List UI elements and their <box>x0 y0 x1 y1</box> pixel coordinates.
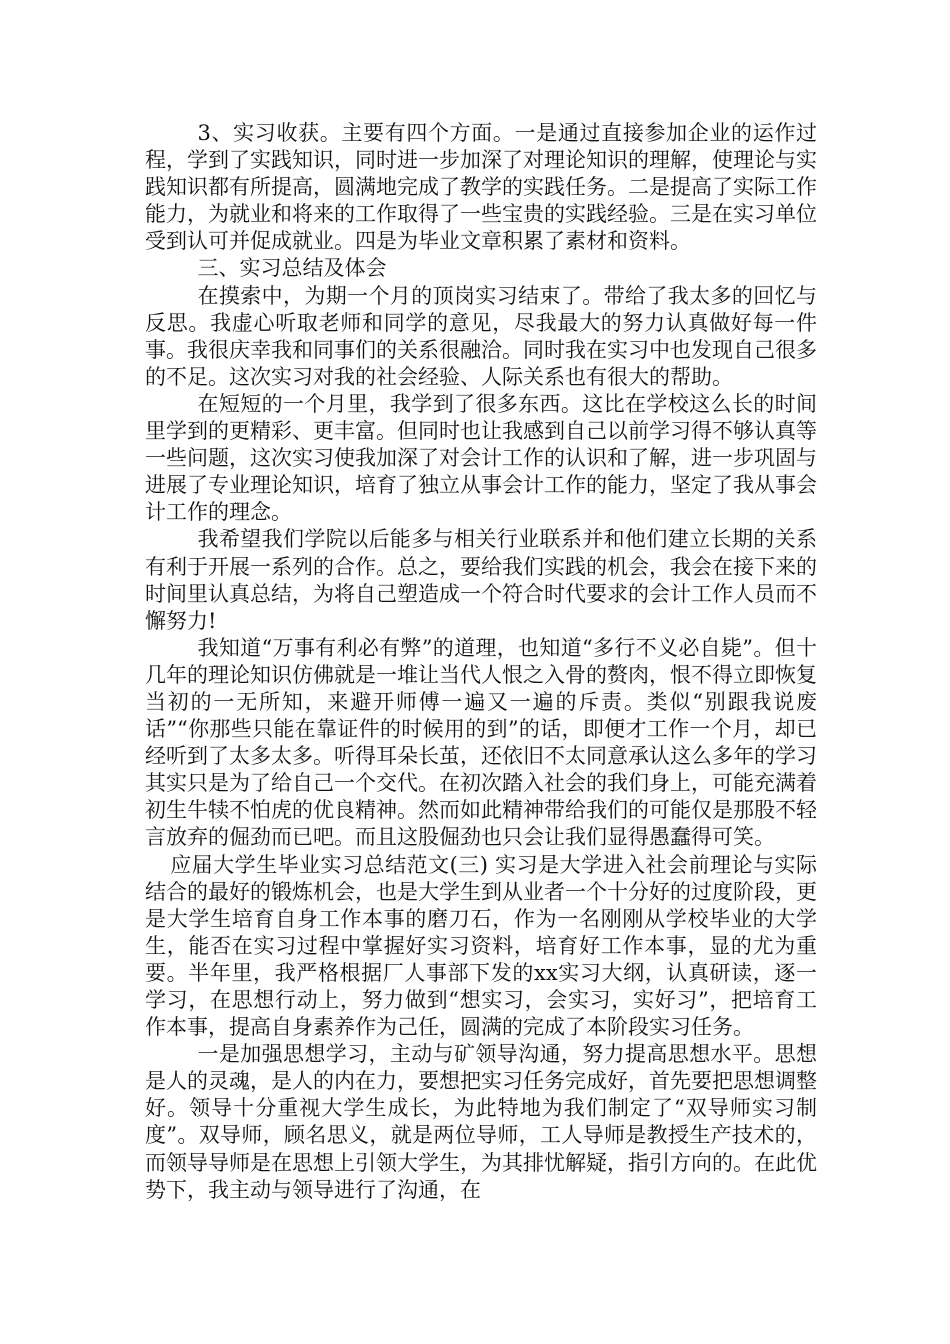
paragraph-hope: 我希望我们学院以后能多与相关行业联系并和他们建立长期的关系有利于开展一系列的合作。总之，要给我们实践的机会，我会在接下来的时间里认真总结，为将自己塑造成一个符合时代要求的会计工作人员而不懈努力! <box>145 527 817 633</box>
paragraph-sample-three: 应届大学生毕业实习总结范文(三) 实习是大学进入社会前理论与实际结合的最好的锻炼机会，也是大学生到从业者一个十分好的过度阶段，更是大学生培育自身工作本事的磨刀石，作为一名刚刚从学校毕业的大学生，能否在实习过程中掌握好实习资料，培育好工作本事，显的尤为重要。半年里，我严格根据厂人事部下发的xx实习大纲，认真研读，逐一学习，在思想行动上，努力做到“想实习，会实习，实好习”，把培育工作本事，提高自身素养作为己任，圆满的完成了本阶段实习任务。 <box>145 852 817 1040</box>
paragraph-learning: 在短短的一个月里，我学到了很多东西。这比在学校这么长的时间里学到的更精彩、更丰富。但同时也让我感到自己以前学习得不够认真等一些问题，这次实习使我加深了对会计工作的认识和了解，进一步巩固与进展了专业理论知识，培育了独立从事会计工作的能力，坚定了我从事会计工作的理念。 <box>145 391 817 525</box>
paragraph-harvest: 3、实习收获。主要有四个方面。一是通过直接参加企业的运作过程，学到了实践知识，同时进一步加深了对理论知识的理解，使理论与实践知识都有所提高，圆满地完成了教学的实践任务。二是提高了实际工作能力，为就业和将来的工作取得了一些宝贵的实践经验。三是在实习单位受到认可并促成就业。四是为毕业文章积累了素材和资料。 <box>145 121 817 254</box>
paragraph-reflection: 在摸索中，为期一个月的顶岗实习结束了。带给了我太多的回忆与反思。我虚心听取老师和同学的意见，尽我最大的努力认真做好每一件事。我很庆幸我和同事们的关系很融洽。同时我在实习中也发现自己很多的不足。这次实习对我的社会经验、人际关系也有很大的帮助。 <box>145 283 817 389</box>
paragraph-knowledge: 我知道“万事有利必有弊”的道理，也知道“多行不义必自毙”。但十几年的理论知识仿佛就是一堆让当代人恨之入骨的赘肉，恨不得立即恢复当初的一无所知，来避开师傅一遍又一遍的斥责。类似“别跟我说废话”“你那些只能在靠证件的时候用的到”的话，即便才工作一个月，却已经听到了太多太多。听得耳朵长茧，还依旧不太同意承认这么多年的学习其实只是为了给自己一个交代。在初次踏入社会的我们身上，可能充满着初生牛犊不怕虎的优良精神。然而如此精神带给我们的可能仅是那股不轻言放弃的倔劲而已吧。而且这股倔劲也只会让我们显得愚蠢得可笑。 <box>145 635 817 850</box>
document-body <box>145 120 817 1204</box>
paragraph-thought-study: 一是加强思想学习，主动与矿领导沟通，努力提高思想水平。思想是人的灵魂，是人的内在力，要想把实习任务完成好，首先要把思想调整好。领导十分重视大学生成长，为此特地为我们制定了“双导师实习制度”。双导师，顾名思义，就是两位导师，工人导师是教授生产技术的，而领导导师是在思想上引领大学生，为其排忧解疑，指引方向的。在此优势下，我主动与领导进行了沟通，在 <box>145 1042 817 1202</box>
section-heading-summary: 三、实习总结及体会 <box>197 256 387 281</box>
